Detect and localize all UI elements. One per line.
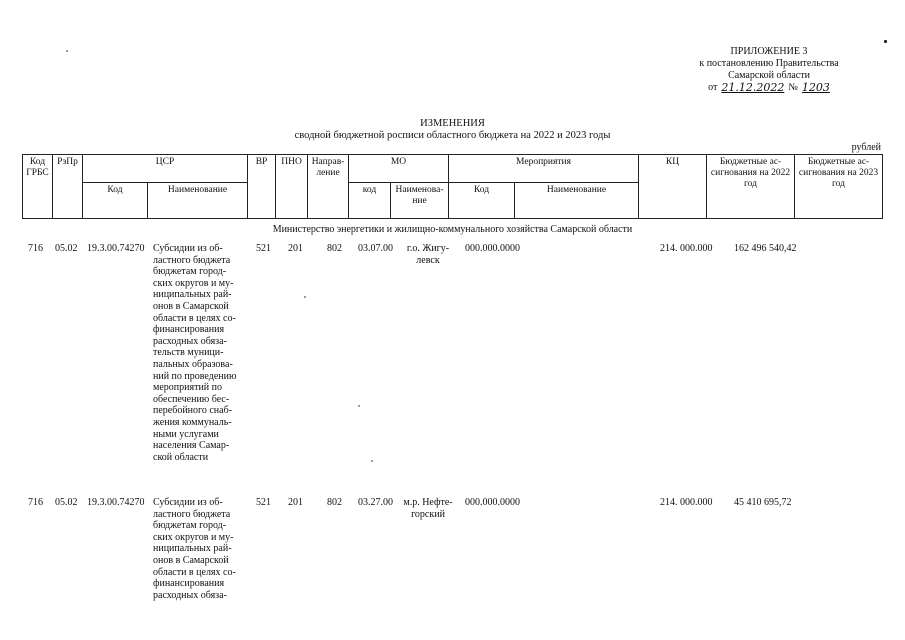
desc-line: расходных обяза- [153, 589, 227, 601]
ministry-section-title: Министерство энергетики и жилищно-коммунального хозяйства Самарской области [272, 224, 633, 235]
desc-line: перебойного снаб- [153, 405, 233, 417]
desc-line: ластного бюджета [153, 254, 231, 266]
header-rzpr: РзПр [53, 155, 83, 219]
desc-line: населения Самар- [153, 440, 230, 452]
desc-line: расходных обяза- [153, 335, 227, 347]
appendix-line1: к постановлению Правительства [699, 58, 839, 69]
desc-line: финансирования [153, 324, 225, 336]
desc-line: онов в Самарской [153, 300, 229, 312]
header-events-name: Наименование [515, 183, 639, 219]
rzpr-cell: 05.02 [55, 497, 78, 508]
document-subtitle: сводной бюджетной росписи областного бюджета на 2022 и 2023 годы [294, 130, 611, 141]
handwritten-date: 21.12.2022 [721, 81, 785, 94]
header-events-code: Код [449, 183, 515, 219]
mo-name-line: горский [411, 508, 445, 520]
mo-name-cell [402, 243, 454, 266]
desc-line: обеспечению бес- [153, 393, 230, 405]
appendix-title: ПРИЛОЖЕНИЕ 3 [730, 46, 808, 57]
rzpr-cell: 05.02 [55, 243, 78, 254]
header-pno: ПНО [276, 155, 308, 219]
event-code-cell: 000.000.0000 [465, 497, 520, 508]
desc-line: ний по проведению [153, 370, 237, 382]
appendix-line2: Самарской области [728, 70, 810, 81]
header-vr: ВР [248, 155, 276, 219]
desc-line: бюджетам город- [153, 266, 227, 278]
desc-line: ластного бюджета [153, 508, 231, 520]
desc-line: бюджетам город- [153, 520, 227, 532]
scan-speck [884, 40, 887, 43]
vr-cell: 521 [256, 243, 271, 254]
pno-cell: 201 [288, 497, 303, 508]
desc-line: ских округов и му- [153, 277, 234, 289]
amount-2022-cell: 162 496 540,42 [734, 243, 797, 254]
header-2022: Бюджетные ас-сигнования на 2022 год [707, 155, 795, 219]
desc-line: пальных образова- [153, 358, 233, 370]
scan-speck [304, 296, 306, 298]
desc-line: ниципальных рай- [153, 289, 232, 301]
header-csr: ЦСР [83, 155, 248, 183]
mo-code-cell: 03.27.00 [358, 497, 393, 508]
desc-line: финансирования [153, 578, 225, 590]
csr-code-cell: 19.3.00.74270 [87, 497, 145, 508]
event-code-cell: 000.000.0000 [465, 243, 520, 254]
desc-line: Субсидии из об- [153, 497, 223, 508]
document-title: ИЗМЕНЕНИЯ [420, 118, 485, 129]
desc-line: мероприятий по [153, 382, 222, 394]
appendix-date-line [669, 82, 869, 94]
desc-line: тельств муници- [153, 347, 224, 359]
header-mo: МО [349, 155, 449, 183]
appendix-block [669, 46, 869, 94]
header-csr-code: Код [83, 183, 148, 219]
csr-name-cell [153, 497, 247, 601]
csr-code-cell: 19.3.00.74270 [87, 243, 145, 254]
header-kc: КЦ [639, 155, 707, 219]
number-prefix: № [788, 82, 798, 93]
desc-line: ских округов и му- [153, 531, 234, 543]
scan-speck [371, 460, 373, 462]
direction-cell: 802 [327, 243, 342, 254]
direction-cell: 802 [327, 497, 342, 508]
desc-line: Субсидии из об- [153, 243, 223, 254]
header-2023: Бюджетные ас-сигнования на 2023 год [795, 155, 883, 219]
header-mo-code: код [349, 183, 391, 219]
desc-line: жения коммуналь- [153, 416, 232, 428]
vr-cell: 521 [256, 497, 271, 508]
scan-speck [66, 50, 68, 52]
amount-2022-cell: 45 410 695,72 [734, 497, 792, 508]
desc-line: ными услугами [153, 428, 219, 440]
grbs-cell: 716 [28, 243, 43, 254]
desc-line: области в целях со- [153, 312, 236, 324]
pno-cell: 201 [288, 243, 303, 254]
mo-name-cell [402, 497, 454, 520]
kc-cell: 214. 000.000 [660, 497, 713, 508]
mo-name-line: левск [416, 254, 440, 266]
mo-code-cell: 03.07.00 [358, 243, 393, 254]
desc-line: ниципальных рай- [153, 543, 232, 555]
header-grbs: Код ГРБС [23, 155, 53, 219]
header-direction: Направ-ление [308, 155, 349, 219]
grbs-cell: 716 [28, 497, 43, 508]
date-prefix: от [708, 82, 718, 93]
document-heading [0, 118, 905, 142]
kc-cell: 214. 000.000 [660, 243, 713, 254]
desc-line: области в целях со- [153, 566, 236, 578]
handwritten-number: 1203 [801, 81, 830, 94]
mo-name-line: г.о. Жигу- [406, 243, 450, 254]
desc-line: ской области [153, 451, 209, 463]
header-events: Мероприятия [449, 155, 639, 183]
budget-table-header [22, 154, 883, 219]
units-label: рублей [851, 142, 881, 153]
header-csr-name: Наименование [148, 183, 248, 219]
csr-name-cell [153, 243, 247, 463]
header-mo-name: Наименова-ние [391, 183, 449, 219]
mo-name-line: м.р. Нефте- [403, 497, 453, 508]
scan-speck [358, 405, 360, 407]
desc-line: онов в Самарской [153, 554, 229, 566]
